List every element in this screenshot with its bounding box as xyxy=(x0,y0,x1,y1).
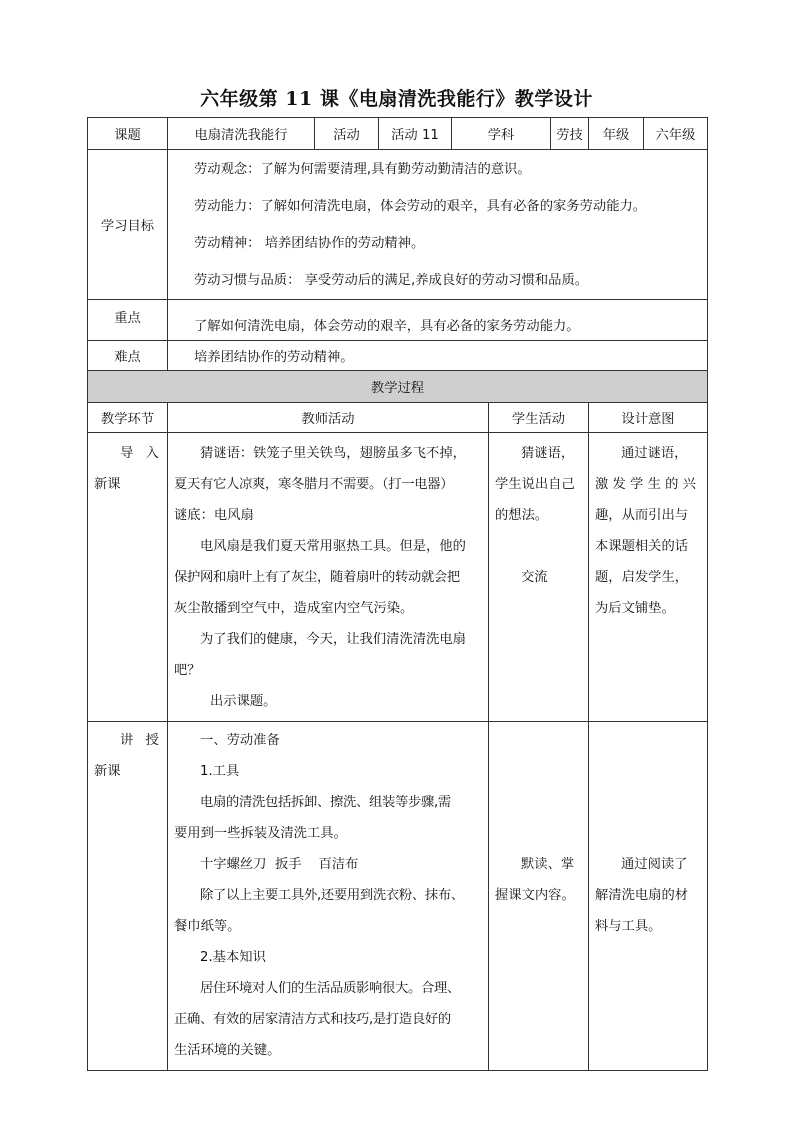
teacher-line: 电风扇是我们夏天常用驱热工具。但是，他的 xyxy=(200,539,466,554)
intent-header: 设计意图 xyxy=(589,403,708,433)
key-point-text: 了解如何清洗电扇，体会劳动的艰辛，具有必备的家务劳动能力。 xyxy=(194,319,580,334)
teacher-line: 吧？ xyxy=(174,663,201,678)
teacher-line: 餐巾纸等。 xyxy=(174,919,241,934)
student-header: 学生活动 xyxy=(489,403,589,433)
teach-stage xyxy=(88,722,168,1071)
intro-teacher xyxy=(168,433,489,722)
student-line: 猜谜语， xyxy=(521,446,575,461)
key-point-label xyxy=(88,300,168,341)
intent-line: 趣，从而引出与 xyxy=(595,508,689,523)
difficulty-text: 培养团结协作的劳动精神。 xyxy=(194,350,354,365)
teach-teacher xyxy=(168,722,489,1071)
teacher-line: 要用到一些拆装及清洗工具。 xyxy=(174,826,347,841)
stage-line: 导 入 xyxy=(120,446,163,461)
intent-line: 本课题相关的话 xyxy=(595,539,689,554)
course-label: 课题 xyxy=(88,118,168,150)
grade-value: 六年级 xyxy=(644,118,708,150)
teacher-line: 正确、有效的居家清洁方式和技巧,是打造良好的 xyxy=(174,1012,451,1027)
activity-value: 活动 11 xyxy=(379,118,452,150)
intent-line: 解清洗电扇的材 xyxy=(595,888,689,903)
subject-value: 劳技 xyxy=(551,118,589,150)
teacher-line: 保护网和扇叶上有了灰尘，随着扇叶的转动就会把 xyxy=(174,570,460,585)
activity-label: 活动 xyxy=(315,118,379,150)
key-point-value xyxy=(168,300,708,341)
lesson-plan-table xyxy=(87,117,708,1071)
teacher-line: 生活环境的关键。 xyxy=(174,1043,281,1058)
header-row xyxy=(88,118,708,150)
intro-student xyxy=(489,433,589,722)
intent-line: 通过谜语， xyxy=(621,446,688,461)
difficulty-value xyxy=(168,341,708,371)
teacher-line: 除了以上主要工具外,还要用到洗衣粉、抹布、 xyxy=(200,888,464,903)
difficulty-label: 难点 xyxy=(88,341,168,371)
teacher-header: 教师活动 xyxy=(168,403,489,433)
intent-line: 题，启发学生， xyxy=(595,570,689,585)
teacher-line: 一、劳动准备 xyxy=(200,733,280,748)
objectives-label: 学习目标 xyxy=(88,150,168,300)
objective-item: 劳动观念：了解为何需要清理,具有勤劳动勤清洁的意识。 xyxy=(194,161,531,177)
teacher-line: 夏天有它人凉爽，寒冬腊月不需要。（打一电器） xyxy=(174,477,454,492)
stage-line: 新课 xyxy=(94,764,121,779)
teacher-line: 谜底：电风扇 xyxy=(174,508,254,523)
teacher-line: 为了我们的健康，今天，让我们清洗清洗电扇 xyxy=(200,632,466,647)
teacher-line: 2.基本知识 xyxy=(200,950,266,965)
process-section-title: 教学过程 xyxy=(88,371,708,403)
process-header-row xyxy=(88,403,708,433)
teach-row xyxy=(88,722,708,1071)
objective-item: 劳动精神： 培养团结协作的劳动精神。 xyxy=(194,235,425,251)
teacher-line: 1.工具 xyxy=(200,764,240,779)
student-line: 的想法。 xyxy=(495,508,549,523)
student-line: 学生说出自己 xyxy=(495,477,575,492)
subject-label: 学科 xyxy=(452,118,551,150)
intent-line: 激 发 学 生 的 兴 xyxy=(595,477,696,492)
student-line: 握课文内容。 xyxy=(495,888,575,903)
teach-student xyxy=(489,722,589,1071)
process-section-row xyxy=(88,371,708,403)
intro-stage xyxy=(88,433,168,722)
difficulty-row xyxy=(88,341,708,371)
teach-intent xyxy=(589,722,708,1071)
document-title: 六年级第 11 课《电扇清洗我能行》教学设计 xyxy=(200,88,593,110)
intent-line: 通过阅读了 xyxy=(621,857,688,872)
teacher-line: 居住环境对人们的生活品质影响很大。合理、 xyxy=(200,981,460,996)
objective-item: 劳动能力：了解如何清洗电扇，体会劳动的艰辛，具有必备的家务劳动能力。 xyxy=(194,198,647,214)
stage-line: 讲 授 xyxy=(120,733,163,748)
objectives-row xyxy=(88,150,708,300)
stage-line: 新课 xyxy=(94,477,121,492)
teacher-line: 灰尘散播到空气中，造成室内空气污染。 xyxy=(174,601,414,616)
student-line: 默读、掌 xyxy=(521,857,575,872)
course-value: 电扇清洗我能行 xyxy=(168,118,315,150)
teacher-line: 出示课题。 xyxy=(210,694,277,709)
teacher-line: 电扇的清洗包括拆卸、擦洗、组装等步骤,需 xyxy=(200,795,451,810)
key-point-label-text: 重点 xyxy=(114,310,141,326)
key-point-row xyxy=(88,300,708,341)
intro-row xyxy=(88,433,708,722)
intent-line: 料与工具。 xyxy=(595,919,662,934)
intro-intent xyxy=(589,433,708,722)
grade-label: 年级 xyxy=(589,118,644,150)
objective-item: 劳动习惯与品质： 享受劳动后的满足,养成良好的劳动习惯和品质。 xyxy=(194,272,589,288)
teacher-line: 猜谜语：铁笼子里关铁鸟，翅膀虽多飞不掉， xyxy=(200,446,466,461)
intent-line: 为后文铺垫。 xyxy=(595,601,675,616)
teacher-line: 十字螺丝刀 扳手 百洁布 xyxy=(200,857,359,872)
student-line: 交流 xyxy=(521,570,548,585)
objectives-content xyxy=(168,150,708,300)
stage-header: 教学环节 xyxy=(88,403,168,433)
